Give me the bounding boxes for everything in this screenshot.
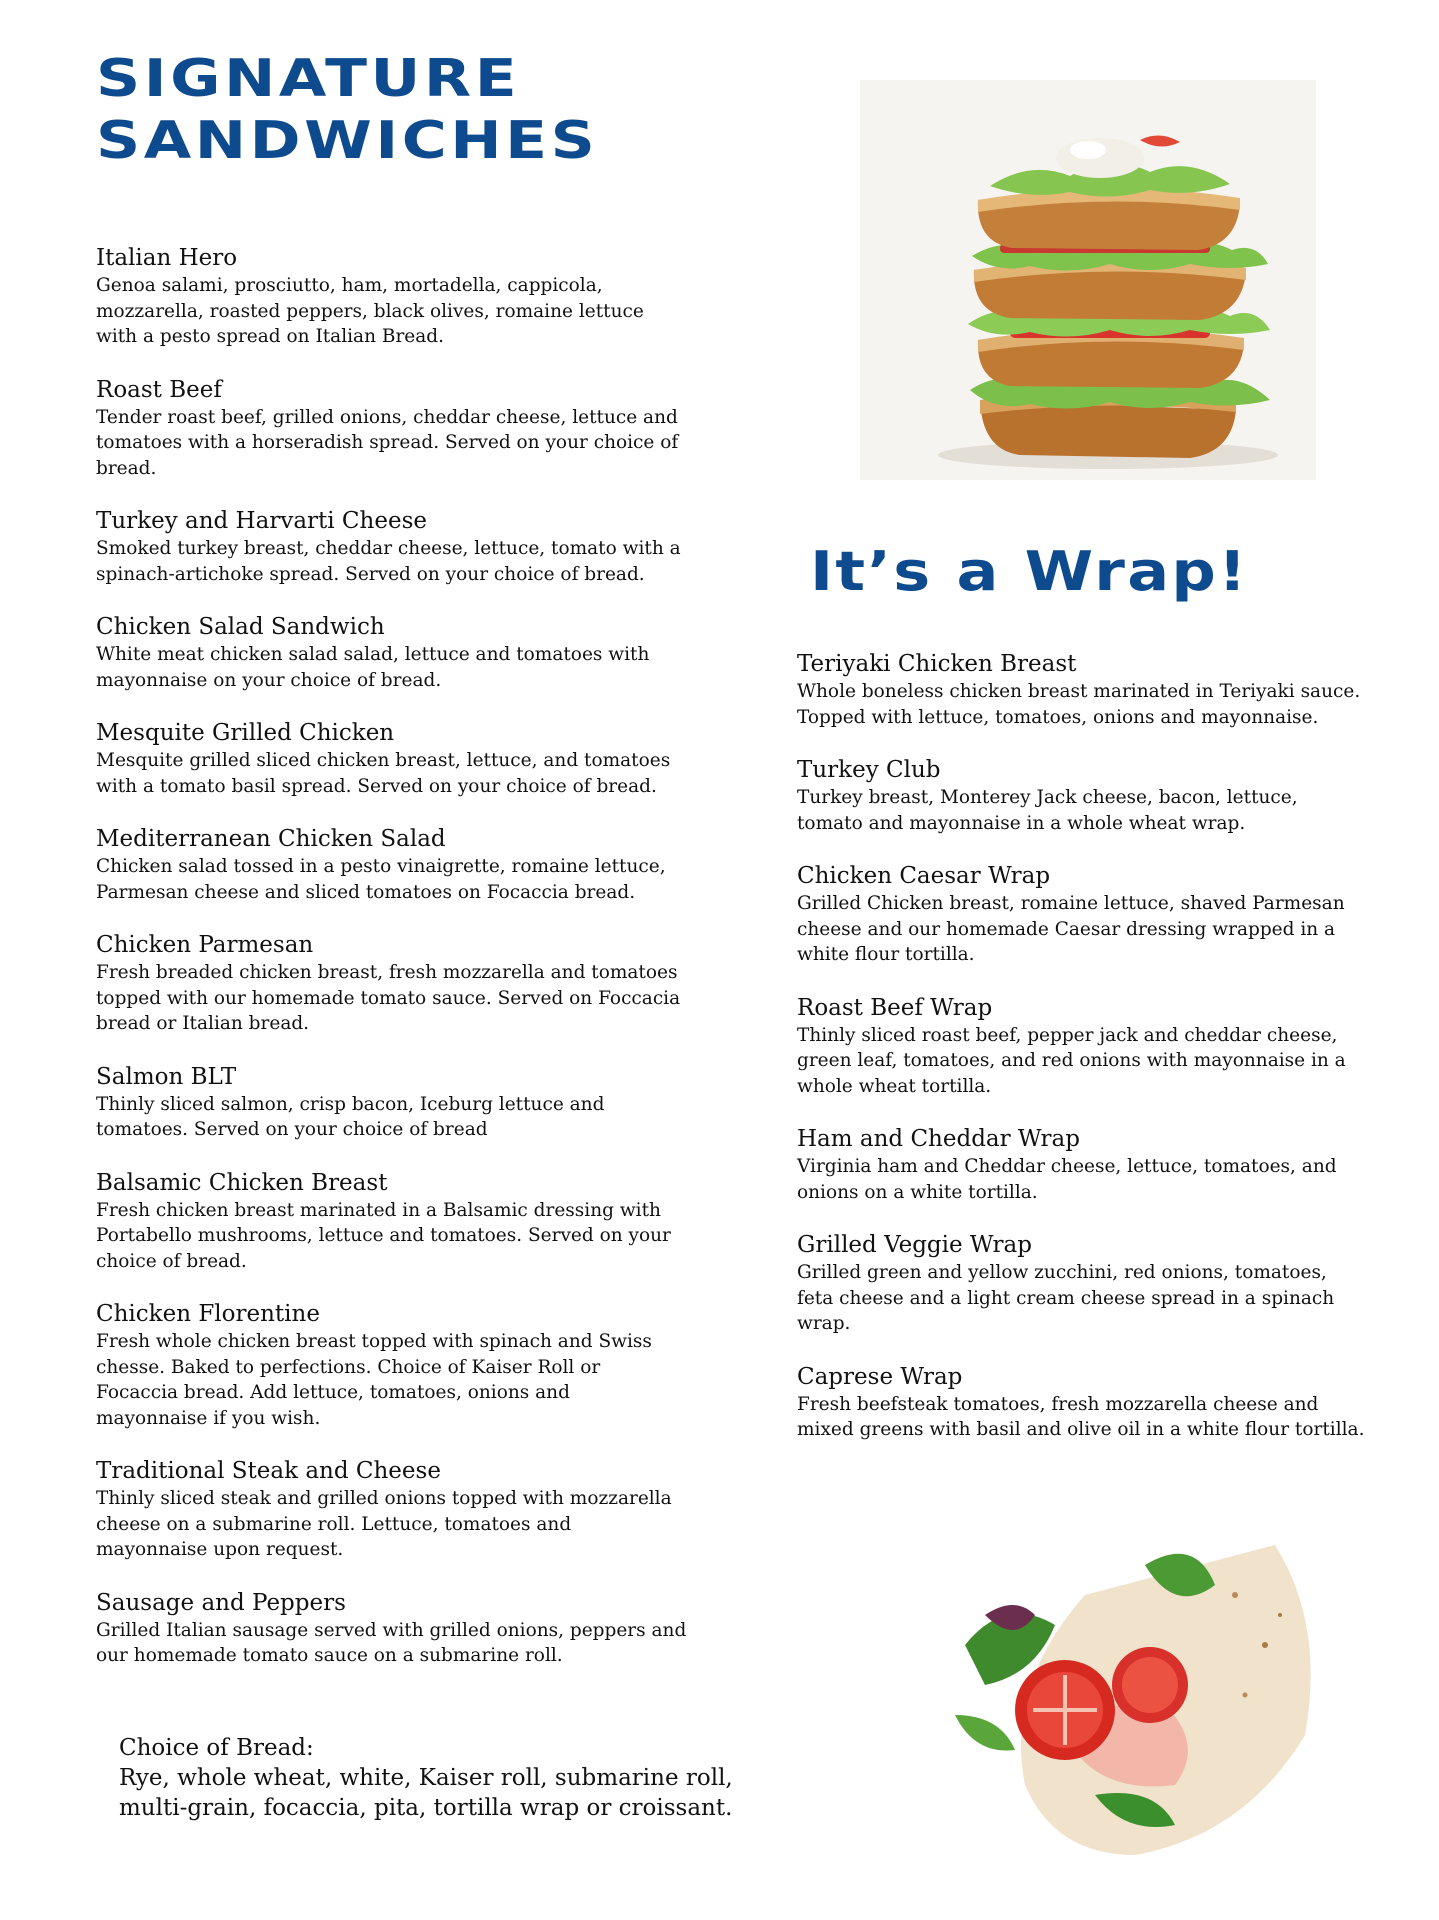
item-name: Salmon BLT <box>96 1063 237 1090</box>
item-name: Chicken Florentine <box>96 1301 320 1327</box>
wrap-photo <box>945 1535 1325 1865</box>
menu-item <box>96 1457 716 1563</box>
menu-item <box>96 1589 716 1669</box>
item-name: Italian Hero <box>96 245 238 271</box>
item-description: Thinly sliced steak and grilled onions topped with mozzarella cheese on a submarine roll. Lettuce, tomatoes and mayonnaise upon request. <box>96 1488 672 1560</box>
item-name: Grilled Veggie Wrap <box>797 1232 1032 1258</box>
item-name: Roast Beef Wrap <box>797 994 993 1021</box>
item-description: Fresh breaded chicken breast, fresh mozzarella and tomatoes topped with our homemade tomato sauce. Served on Foccacia bread or Italian bread. <box>96 962 681 1034</box>
item-description: Whole boneless chicken breast marinated in Teriyaki sauce. Topped with lettuce, tomatoes, onions and mayonnaise. <box>797 681 1361 728</box>
sandwich-photo <box>860 80 1316 480</box>
item-description: Fresh chicken breast marinated in a Balsamic dressing with Portabello mushrooms, lettuce and tomatoes. Served on your choice of bread. <box>96 1199 671 1272</box>
menu-item <box>797 862 1397 968</box>
item-description: Tender roast beef, grilled onions, cheddar cheese, lettuce and tomatoes with a horseradish spread. Served on your choice of bread. <box>96 406 679 479</box>
item-name: Balsamic Chicken Breast <box>96 1169 388 1196</box>
sandwiches-title <box>96 48 598 172</box>
item-name: Traditional Steak and Cheese <box>96 1458 441 1484</box>
menu-item <box>96 613 716 693</box>
menu-item <box>96 1169 716 1275</box>
item-description: Fresh whole chicken breast topped with spinach and Swiss chesse. Baked to perfections. Choice of Kaiser Roll or Focaccia bread. Add lettuce, tomatoes, onions and mayonnaise if you wish. <box>96 1331 652 1429</box>
bread-choice-label: Choice of Bread: <box>119 1735 314 1761</box>
item-description: Grilled Chicken breast, romaine lettuce, shaved Parmesan cheese and our homemade Caesar dressing wrapped in a white flour tortilla. <box>797 893 1345 965</box>
menu-item <box>96 376 716 482</box>
item-name: Sausage and Peppers <box>96 1589 346 1616</box>
menu-item <box>96 825 716 905</box>
item-name: Chicken Salad Sandwich <box>96 614 385 640</box>
item-description: Fresh beefsteak tomatoes, fresh mozzarella cheese and mixed greens with basil and olive oil in a white flour tortilla. <box>797 1393 1365 1440</box>
item-name: Ham and Cheddar Wrap <box>797 1126 1080 1152</box>
menu-item <box>96 719 716 799</box>
menu-item <box>797 650 1397 730</box>
item-description: Grilled Italian sausage served with grilled onions, peppers and our homemade tomato sauce on a submarine roll. <box>96 1619 687 1666</box>
bread-choice-list: Rye, whole wheat, white, Kaiser roll, submarine roll, multi-grain, focaccia, pita, tortilla wrap or croissant. <box>119 1765 733 1821</box>
menu-item <box>797 1125 1397 1205</box>
item-name: Turkey and Harvarti Cheese <box>96 508 427 534</box>
sandwiches-title-line2: SANDWICHES <box>96 111 599 171</box>
item-description: Chicken salad tossed in a pesto vinaigrette, romaine lettuce, Parmesan cheese and sliced tomatoes on Focaccia bread. <box>96 856 666 903</box>
bread-choice <box>119 1733 759 1823</box>
item-description: White meat chicken salad salad, lettuce and tomatoes with mayonnaise on your choice of bread. <box>96 644 650 691</box>
item-description: Thinly sliced salmon, crisp bacon, Iceburg lettuce and tomatoes. Served on your choice of bread <box>96 1093 605 1140</box>
item-name: Caprese Wrap <box>797 1363 963 1390</box>
item-name: Mesquite Grilled Chicken <box>96 720 395 746</box>
item-description: Turkey breast, Monterey Jack cheese, bacon, lettuce, tomato and mayonnaise in a whole wheat wrap. <box>797 787 1298 834</box>
menu-item <box>96 507 716 587</box>
menu-item <box>797 1363 1397 1443</box>
item-description: Smoked turkey breast, cheddar cheese, lettuce, tomato with a spinach-artichoke spread. Served on your choice of bread. <box>96 538 681 585</box>
item-name: Mediterranean Chicken Salad <box>96 826 446 852</box>
item-name: Roast Beef <box>96 376 222 403</box>
item-name: Teriyaki Chicken Breast <box>797 651 1077 677</box>
item-description: Grilled green and yellow zucchini, red onions, tomatoes, feta cheese and a light cream cheese spread in a spinach wrap. <box>797 1262 1335 1334</box>
menu-item <box>96 1300 716 1431</box>
menu-item <box>96 244 716 350</box>
menu-item <box>797 994 1397 1100</box>
sandwich-list <box>96 244 716 1669</box>
item-description: Genoa salami, prosciutto, ham, mortadella, cappicola, mozzarella, roasted peppers, black olives, romaine lettuce with a pesto spread on Italian Bread. <box>96 275 644 347</box>
menu-item <box>96 931 716 1037</box>
menu-item <box>797 1231 1397 1337</box>
item-name: Chicken Caesar Wrap <box>797 863 1051 889</box>
item-description: Thinly sliced roast beef, pepper jack and cheddar cheese, green leaf, tomatoes, and red onions with mayonnaise in a whole wheat tortilla. <box>797 1024 1346 1097</box>
menu-item <box>96 1063 716 1143</box>
menu-item <box>797 756 1397 836</box>
item-description: Virginia ham and Cheddar cheese, lettuce, tomatoes, and onions on a white tortilla. <box>797 1156 1337 1203</box>
item-description: Mesquite grilled sliced chicken breast, lettuce, and tomatoes with a tomato basil spread. Served on your choice of bread. <box>96 750 671 797</box>
wrap-list <box>797 650 1397 1443</box>
item-name: Turkey Club <box>797 757 941 783</box>
sandwiches-title-line1: SIGNATURE <box>96 49 521 109</box>
wraps-title: It’s a Wrap! <box>810 540 1249 603</box>
item-name: Chicken Parmesan <box>96 932 314 958</box>
